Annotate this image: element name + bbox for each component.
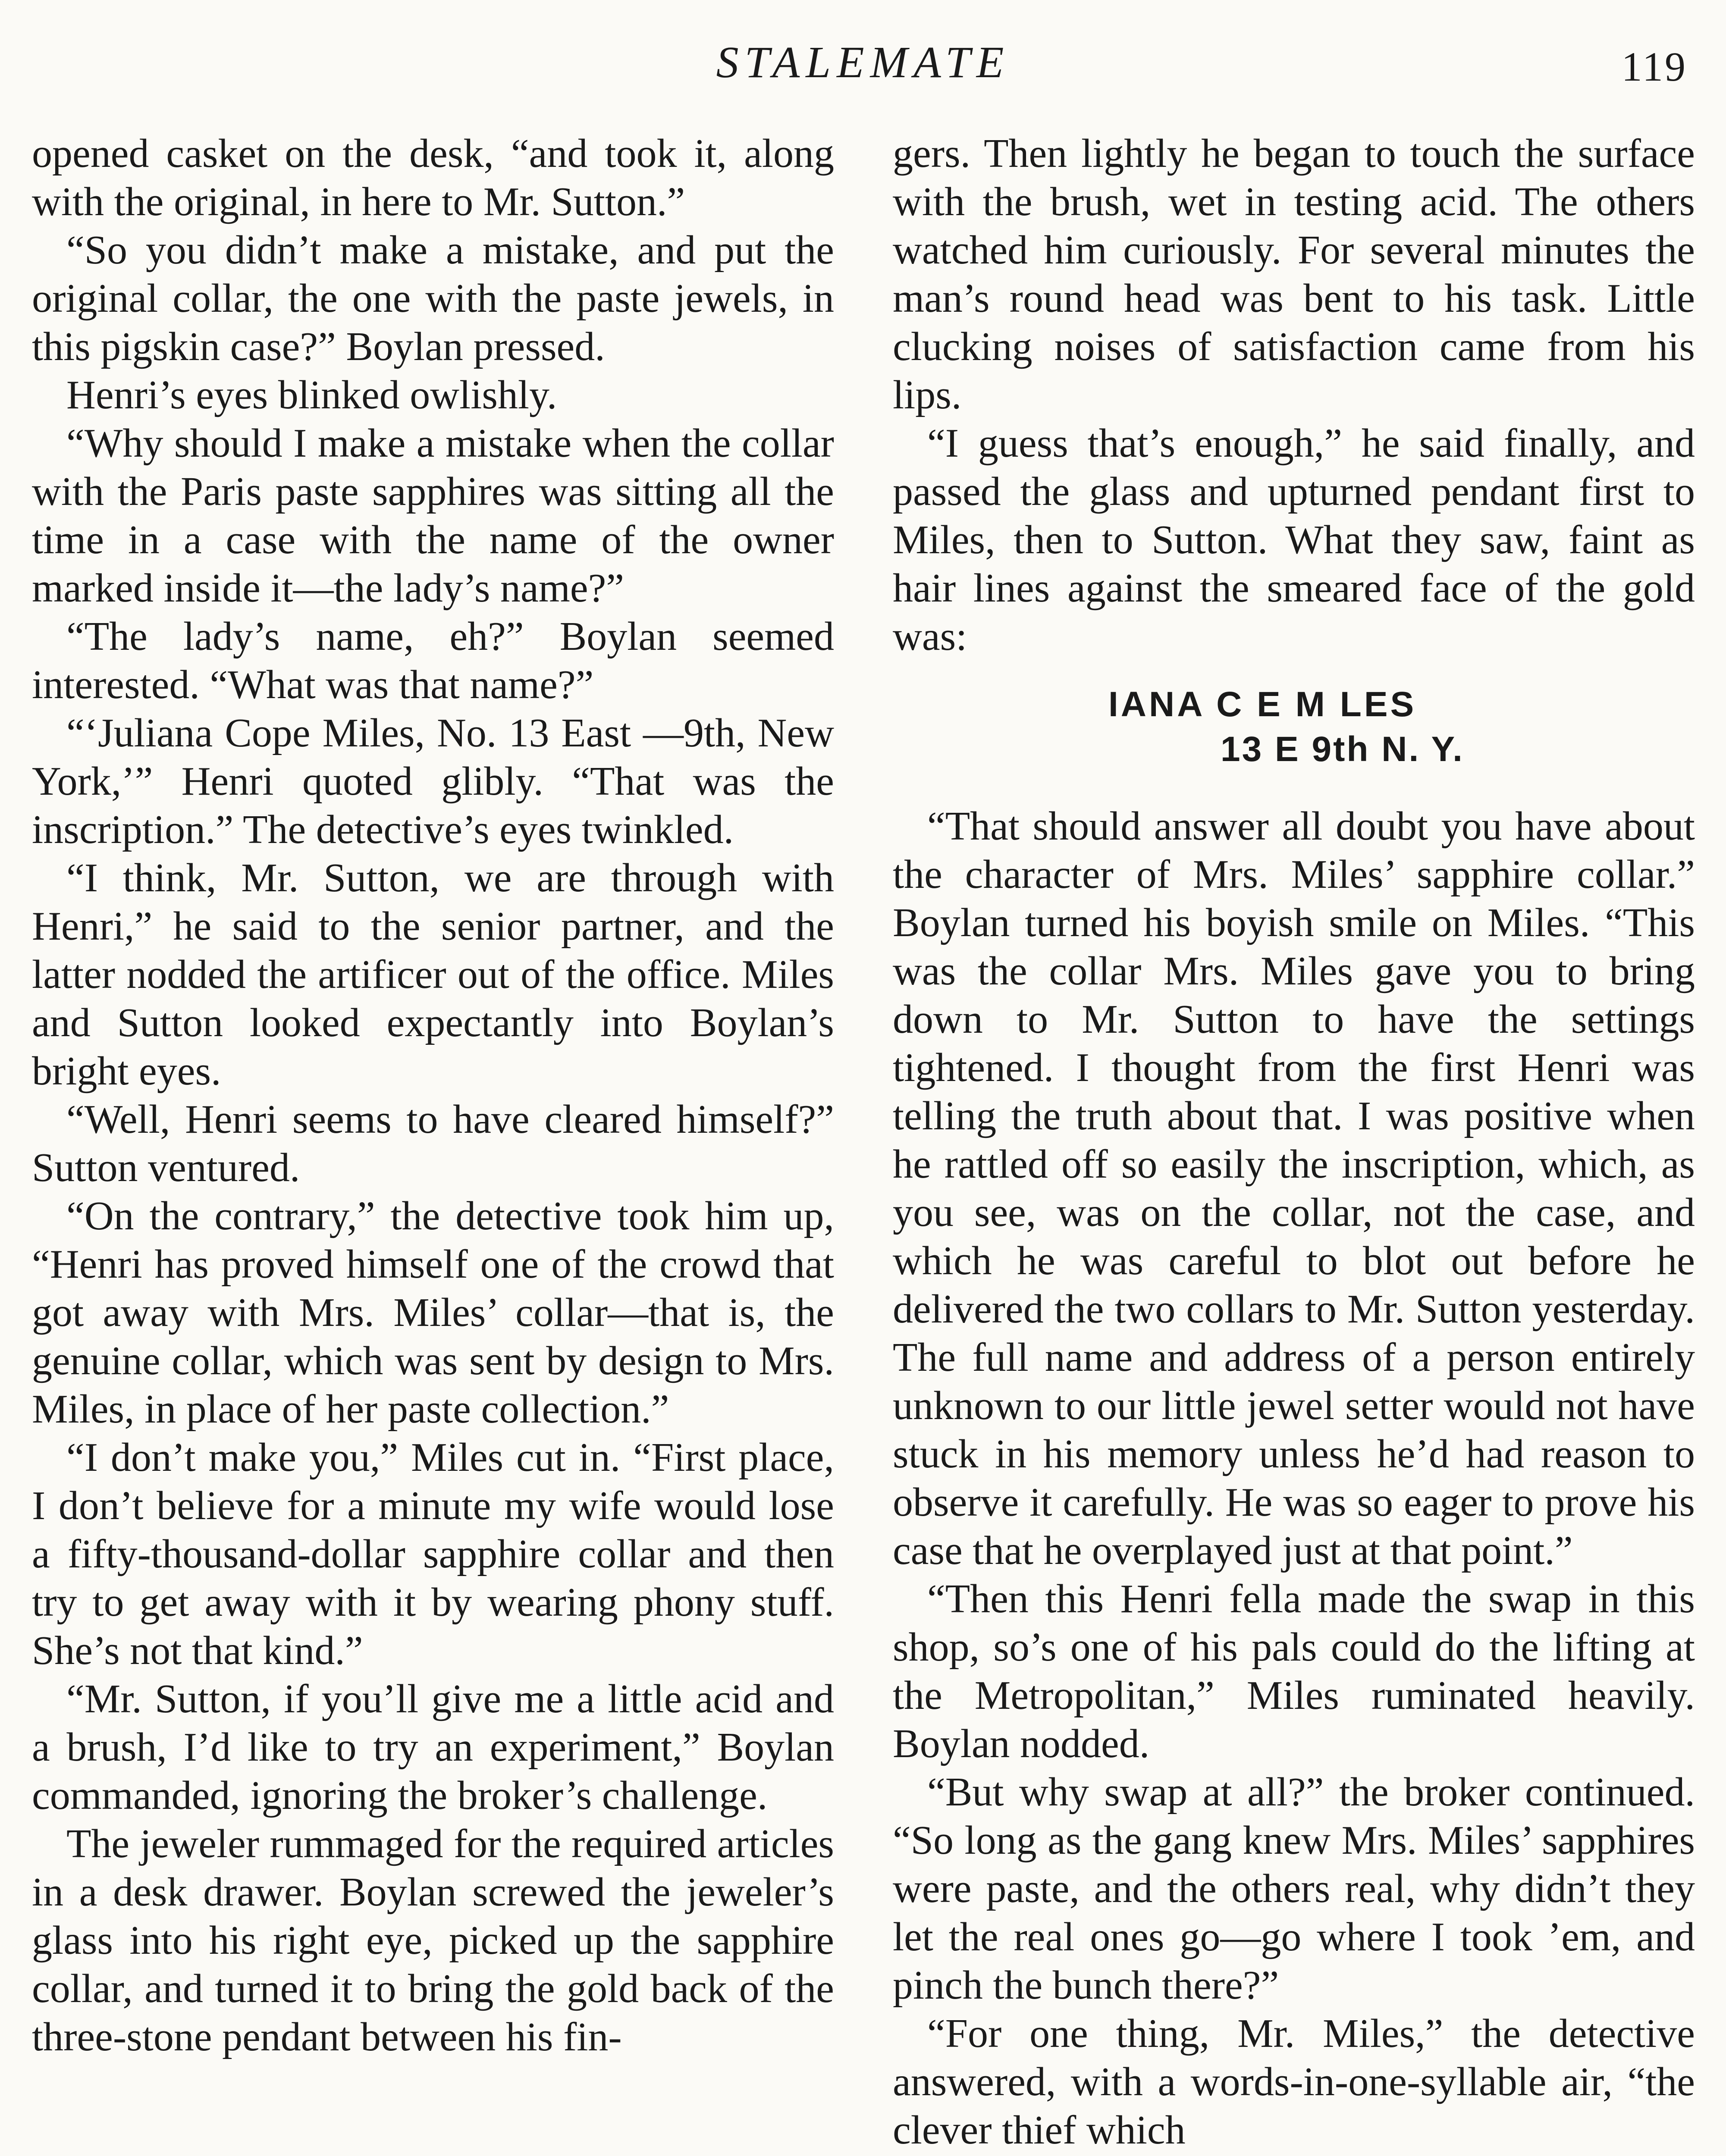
paragraph: “Why should I make a mistake when the collar with the Paris paste sapphires was sitting all the time in a case with the name of the owner marked inside it—the lady’s name?” [32,421,834,611]
right-column [893,129,1695,2156]
paragraph: “Well, Henri seems to have cleared himself?” Sutton ventured. [32,1097,834,1190]
paragraph: Henri’s eyes blinked owlishly. [66,373,557,417]
paragraph: “Mr. Sutton, if you’ll give me a little acid and a brush, I’d like to try an experiment,” Boylan commanded, ignoring the broker’s challenge. [32,1677,834,1818]
paragraph: “On the contrary,” the detective took him up, “Henri has proved himself one of the crowd that got away with Mrs. Miles’ collar—that is, the genuine collar, which was sent by design to Mrs. Miles, in place of her paste collection.” [32,1194,834,1432]
paragraph: “‘Juliana Cope Miles, No. 13 East —9th, New York,’” Henri quoted glibly. “That was the inscription.” The detective’s eyes twinkled. [32,711,834,852]
paragraph: “I guess that’s enough,” he said finally, and passed the glass and upturned pendant first to Miles, then to Sutton. What they saw, faint as hair lines against the smeared face of the gold was: [893,421,1695,659]
paragraph: “But why swap at all?” the broker continued. “So long as the gang knew Mrs. Miles’ sapphires were paste, and the others real, why didn’t they let the real ones go—go where I took ’em, and pinch the bunch there?” [893,1770,1695,2008]
paragraph: “So you didn’t make a mistake, and put the original collar, the one with the paste jewels, in this pigskin case?” Boylan pressed. [32,228,834,369]
paragraph: The jeweler rummaged for the required articles in a desk drawer. Boylan screwed the jeweler’s glass into his right eye, picked up the sapphire collar, and turned it to bring the gold back of the three-stone pendant between his fin- [32,1821,834,2059]
paragraph: “The lady’s name, eh?” Boylan seemed interested. “What was that name?” [32,614,834,707]
paragraph: “That should answer all doubt you have about the character of Mrs. Miles’ sapphire collar.” Boylan turned his boyish smile on Miles. “This was the collar Mrs. Miles gave you to bring down to Mr. Sutton to have the settings tightened. I thought from the first Henri was telling the truth about that. I was positive when he rattled off so easily the inscription, which, as you see, was on the collar, not the case, and which he was careful to blot out before he delivered the two collars to Mr. Sutton yesterday. The full name and address of a person entirely unknown to our little jewel setter would not have stuck in his memory unless he’d had reason to observe it carefully. He was so eager to prove his case that he overplayed just at that point.” [893,804,1695,1573]
paragraph: “Then this Henri fella made the swap in this shop, so’s one of his pals could do the lifting at the Metropolitan,” Miles ruminated heavily. Boylan nodded. [893,1576,1695,1766]
engraved-inscription [893,682,1695,772]
inscription-line-2: 13 E 9th N. Y. [1221,730,1464,769]
page-header [0,0,1726,129]
running-title: STALEMATE [716,38,1010,87]
paragraph: opened casket on the desk, “and took it, along with the original, in here to Mr. Sutton.” [32,131,834,224]
paragraph: gers. Then lightly he began to touch the surface with the brush, wet in testing acid. The others watched him curiously. For several minutes the man’s round head was bent to his task. Little clucking noises of satisfaction came from his lips. [893,131,1695,417]
inscription-line-1: IANA C E M LES [1108,685,1417,724]
left-column [32,129,834,2156]
paragraph: “I think, Mr. Sutton, we are through with Henri,” he said to the senior partner, and the latter nodded the artificer out of the office. Miles and Sutton looked expectantly into Boylan’s bright eyes. [32,856,834,1094]
paragraph: “I don’t make you,” Miles cut in. “First place, I don’t believe for a minute my wife would lose a fifty-thousand-dollar sapphire collar and then try to get away with it by wearing phony stuff. She’s not that kind.” [32,1435,834,1673]
paragraph: “For one thing, Mr. Miles,” the detective answered, with a words-in-one-syllable air, “the clever thief which [893,2011,1695,2153]
page-number: 119 [1621,44,1687,90]
